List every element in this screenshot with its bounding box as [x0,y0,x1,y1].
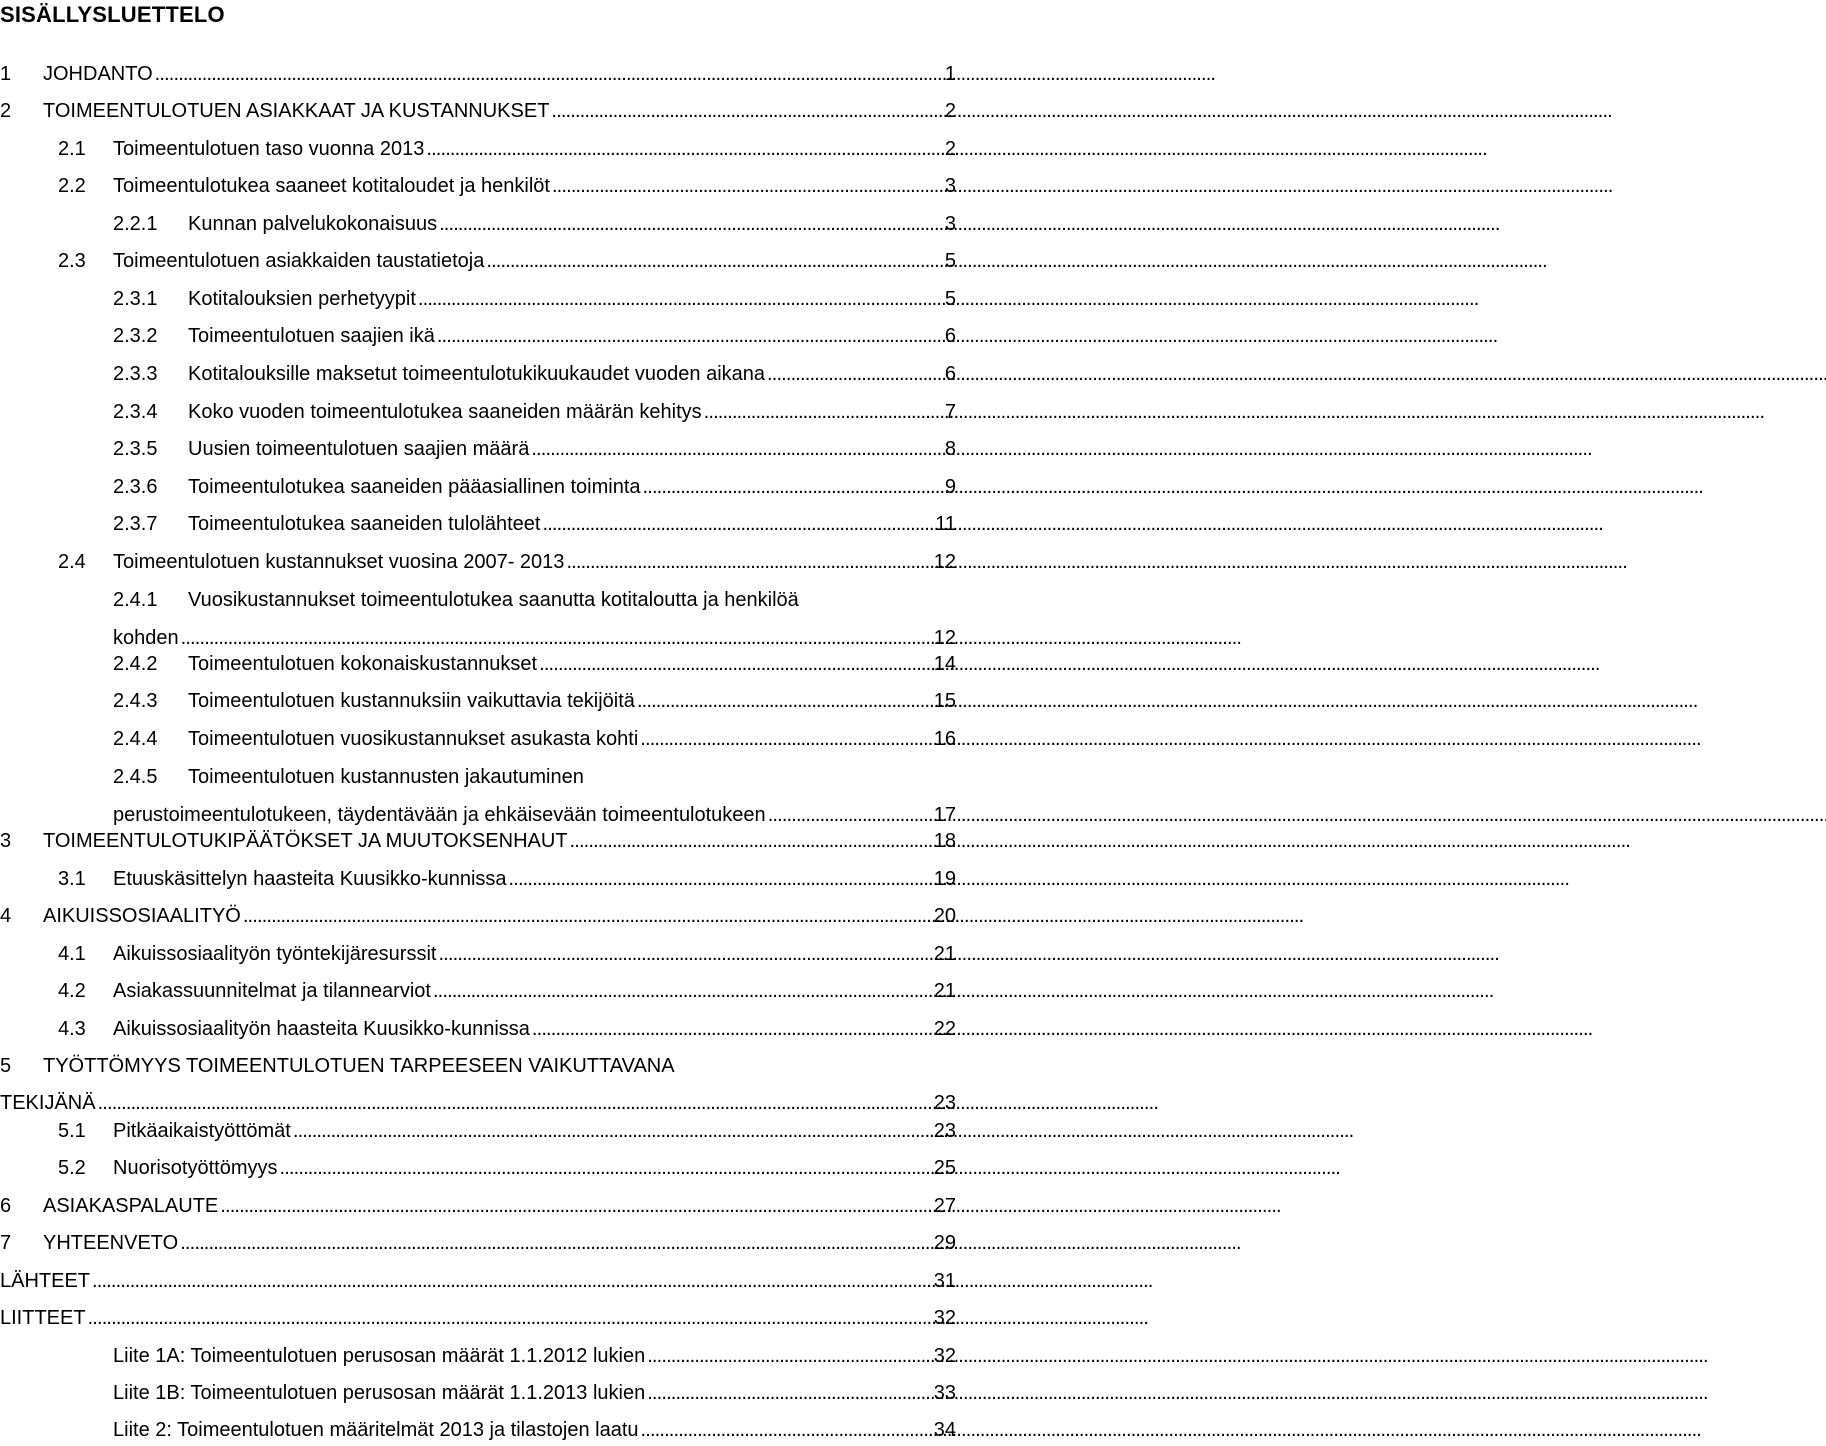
toc-page-number: 6 [944,363,956,385]
toc-entry-title: Toimeentulotukea saaneiden tulolähteet [188,513,541,535]
toc-entry-title-continued: kohden [113,627,179,649]
toc-dot-leader [155,62,943,86]
toc-entry-title: Vuosikustannukset toimeentulotukea saanutta kotitaloutta ja henkilöä [188,589,799,611]
toc-entry[interactable] [0,867,960,891]
toc-entry[interactable] [0,1269,960,1293]
toc-dot-leader [768,803,932,827]
toc-page-number: 9 [944,476,956,498]
toc-page-number: 22 [933,1018,956,1040]
toc-entry-title: Kotitalouksille maksetut toimeentulotukikuukaudet vuoden aikana [188,363,766,385]
toc-entry[interactable] [0,475,960,499]
toc-entry[interactable] [0,437,960,461]
toc-page-number: 12 [933,627,956,649]
toc-entry-number: 6 [0,1195,12,1217]
toc-entry[interactable] [0,1418,960,1442]
toc-entry-title: Asiakassuunnitelmat ja tilannearviot [113,980,431,1002]
toc-entry-title: Toimeentulotuen kustannuksiin vaikuttavia tekijöitä [188,690,635,712]
toc-entry-title: TOIMEENTULOTUKIPÄÄTÖKSET JA MUUTOKSENHAUT [43,830,568,852]
toc-page-number: 11 [935,513,956,535]
toc-entry[interactable] [0,1156,960,1180]
toc-dot-leader [570,829,932,853]
toc-dot-leader [88,1306,932,1330]
toc-entry[interactable] [0,249,960,273]
toc-entry-line [0,1156,960,1180]
toc-page-number: 21 [933,980,956,1002]
toc-page-number: 3 [944,175,956,197]
toc-dot-leader [551,99,942,123]
toc-dot-leader [552,174,943,198]
toc-entry-number: 5.2 [58,1157,86,1179]
toc-entry-line [0,1269,960,1293]
toc-entry-number: 2.4.2 [113,653,158,675]
toc-entry-line [0,1017,960,1041]
toc-dot-leader [92,1269,932,1293]
toc-page-number: 2 [944,138,956,160]
toc-page-number: 7 [944,401,956,423]
toc-entry-number: 4.1 [58,943,86,965]
toc-entry-number: 2 [0,100,12,122]
toc-entry-continuation-line [0,1091,960,1115]
toc-entry[interactable] [0,942,960,966]
toc-entry-title: Koko vuoden toimeentulotukea saaneiden määrän kehitys [188,401,702,423]
toc-entry-number: 2.3.5 [113,438,158,460]
toc-entry[interactable] [0,550,960,574]
toc-page-number: 19 [933,868,956,890]
toc-entry[interactable] [0,137,960,161]
toc-entry[interactable] [0,212,960,236]
toc-page-number: 15 [933,690,956,712]
toc-entry-number: 4.2 [58,980,86,1002]
toc-entry-line [0,1306,960,1330]
toc-entry-line [0,867,960,891]
toc-page-number: 18 [933,830,956,852]
toc-entry-title: Nuorisotyöttömyys [113,1157,278,1179]
toc-entry[interactable] [0,1344,960,1368]
toc-entry-title: Etuuskäsittelyn haasteita Kuusikko-kunnissa [113,868,507,890]
toc-entry-number: 2.2 [58,175,86,197]
toc-dot-leader [243,904,932,928]
toc-entry[interactable] [0,99,960,123]
toc-dot-leader [531,437,943,461]
toc-dot-leader [704,400,943,424]
toc-entry-title: Toimeentulotuen asiakkaiden taustatietoja [113,250,485,272]
toc-page-number: 33 [933,1382,956,1404]
toc-page-number: 34 [933,1419,956,1441]
toc-entry-title: Toimeentulotuen taso vuonna 2013 [113,138,425,160]
toc-entry-number: 1 [0,63,12,85]
toc-entry-title: JOHDANTO [43,63,153,85]
toc-entry[interactable] [0,287,960,311]
toc-entry-line [0,652,960,676]
toc-entry-line [0,689,960,713]
toc-entry-title: Liite 1A: Toimeentulotuen perusosan määrät 1.1.2012 lukien [113,1345,646,1367]
toc-entry-number: 5 [0,1055,12,1077]
toc-entry-line [0,1418,960,1442]
toc-page-number: 23 [933,1120,956,1142]
toc-entry-number: 4 [0,905,12,927]
toc-entry-title: LIITTEET [0,1307,86,1329]
toc-dot-leader [180,1231,932,1255]
toc-entry-title: Toimeentulotuen kustannukset vuosina 2007- 2013 [113,551,565,573]
toc-entry-line [0,249,960,273]
toc-entry[interactable] [0,829,960,853]
toc-entry-number: 5.1 [58,1120,86,1142]
toc-entry-title: AIKUISSOSIAALITYÖ [43,905,241,927]
toc-page-number: 12 [933,551,956,573]
toc-entry-line [0,362,960,386]
toc-entry-title: Toimeentulotukea saaneiden pääasiallinen toiminta [188,476,641,498]
toc-entry-line [0,475,960,499]
toc-entry-line [0,1344,960,1368]
toc-entry[interactable] [0,62,960,86]
toc-dot-leader [509,867,932,891]
toc-entry-line [0,829,960,853]
toc-entry-number: 2.3.1 [113,288,158,310]
toc-entry-line [0,400,960,424]
toc-entry[interactable] [0,979,960,1003]
toc-entry-title-continued: TEKIJÄNÄ [0,1092,96,1114]
toc-entry-title: Toimeentulotuen saajien ikä [188,325,435,347]
toc-entry-number: 2.3.2 [113,325,158,347]
toc-page-number: 20 [933,905,956,927]
toc-page-number: 2 [944,100,956,122]
toc-entry-line [0,979,960,1003]
toc-entry-number: 2.3 [58,250,86,272]
toc-entry-number: 2.3.4 [113,401,158,423]
toc-entry-title: Toimeentulotuen kustannusten jakautuminen [188,766,584,788]
toc-dot-leader [418,287,943,311]
toc-entry[interactable] [0,324,960,348]
toc-entry-number: 3 [0,830,12,852]
toc-dot-leader [438,942,931,966]
toc-entry[interactable] [0,1017,960,1041]
toc-page-number: 21 [933,943,956,965]
toc-dot-leader [539,652,932,676]
toc-entry-title: LÄHTEET [0,1270,91,1292]
toc-dot-leader [637,689,932,713]
toc-entry-line [0,62,960,86]
toc-entry-number: 2.3.7 [113,513,158,535]
toc-entry-title: TYÖTTÖMYYS TOIMEENTULOTUEN TARPEESEEN VAIKUTTAVANA [43,1055,675,1077]
toc-entry-continuation-line [0,803,960,827]
toc-entry-number: 4.3 [58,1018,86,1040]
toc-dot-leader [181,626,932,650]
toc-page-number: 16 [933,728,956,750]
toc-page-number: 6 [944,325,956,347]
toc-entry-line [0,1231,960,1255]
toc-entry-line [0,212,960,236]
toc-entry-title: ASIAKASPALAUTE [43,1195,219,1217]
toc-entry[interactable] [0,174,960,198]
toc-title: SISÄLLYSLUETTELO [0,2,225,27]
toc-entry[interactable] [0,1054,960,1115]
toc-entry-number: 3.1 [58,868,86,890]
toc-entry-number: 2.2.1 [113,213,158,235]
toc-dot-leader [647,1344,932,1368]
toc-entry-line [0,437,960,461]
toc-dot-leader [437,324,943,348]
toc-page-number: 32 [933,1345,956,1367]
toc-entry-line [0,512,960,536]
toc-entry-continuation-line [0,626,960,650]
toc-entry-title: Toimeentulotukea saaneet kotitaloudet ja henkilöt [113,175,550,197]
toc-dot-leader [542,512,933,536]
toc-dot-leader [426,137,943,161]
toc-entry-line [0,727,960,751]
toc-entry-title: Liite 1B: Toimeentulotuen perusosan määrät 1.1.2013 lukien [113,1382,646,1404]
toc-entry-number: 2.3.3 [113,363,158,385]
toc-entry-line [0,588,960,612]
toc-entry-number: 2.1 [58,138,86,160]
toc-dot-leader [220,1194,931,1218]
toc-page-number: 27 [933,1195,956,1217]
toc-page-number: 5 [944,288,956,310]
toc-entry-line [0,765,960,789]
toc-entry[interactable] [0,1119,960,1143]
toc-dot-leader [486,249,943,273]
toc-entry-line [0,550,960,574]
toc-entry-title-continued: perustoimeentulotukeen, täydentävään ja ehkäisevään toimeentulotukeen [113,804,766,826]
toc-dot-leader [433,979,932,1003]
toc-dot-leader [98,1091,932,1115]
toc-page-number: 14 [933,653,956,675]
toc-entry-title: YHTEENVETO [43,1232,179,1254]
toc-entry-number: 2.4.3 [113,690,158,712]
toc-entry-number: 2.4.5 [113,766,158,788]
toc-entry-line [0,137,960,161]
toc-entry[interactable] [0,904,960,928]
toc-page-number: 8 [944,438,956,460]
toc-entry-title: TOIMEENTULOTUEN ASIAKKAAT JA KUSTANNUKSET [43,100,550,122]
toc-entry-line [0,324,960,348]
toc-entry-title: Aikuissosiaalityön työntekijäresurssit [113,943,437,965]
toc-entry-title: Toimeentulotuen kokonaiskustannukset [188,653,538,675]
toc-entry-line [0,1194,960,1218]
toc-dot-leader [643,475,943,499]
toc-entry-title: Uusien toimeentulotuen saajien määrä [188,438,530,460]
toc-entry-number: 2.4.4 [113,728,158,750]
toc-dot-leader [293,1119,932,1143]
toc-entry-title: Liite 2: Toimeentulotuen määritelmät 2013 ja tilastojen laatu [113,1419,639,1441]
toc-entry[interactable] [0,400,960,424]
toc-entry-title: Toimeentulotuen vuosikustannukset asukasta kohti [188,728,639,750]
toc-entry[interactable] [0,652,960,676]
toc-page-number: 3 [944,213,956,235]
toc-entry-number: 7 [0,1232,12,1254]
toc-entry[interactable] [0,512,960,536]
toc-entry-line [0,99,960,123]
toc-dot-leader [647,1381,932,1405]
toc-entry-line [0,1119,960,1143]
toc-dot-leader [439,212,943,236]
toc-entry[interactable] [0,765,960,827]
toc-entry[interactable] [0,1306,960,1330]
toc-entry-number: 2.4 [58,551,86,573]
toc-entry[interactable] [0,689,960,713]
toc-page-number: 25 [933,1157,956,1179]
toc-entry-line [0,287,960,311]
toc-entry[interactable] [0,1231,960,1255]
toc-entry-line [0,942,960,966]
toc-dot-leader [641,1418,932,1442]
toc-entry[interactable] [0,1194,960,1218]
toc-entry-title: Aikuissosiaalityön haasteita Kuusikko-kunnissa [113,1018,530,1040]
toc-entry[interactable] [0,1381,960,1405]
toc-dot-leader [640,727,931,751]
toc-entry[interactable] [0,588,960,650]
toc-page-number: 31 [933,1270,956,1292]
toc-dot-leader [532,1017,932,1041]
toc-page-number: 29 [933,1232,956,1254]
toc-dot-leader [566,550,931,574]
toc-entry-number: 2.3.6 [113,476,158,498]
toc-page-number: 5 [944,250,956,272]
toc-entry-line [0,904,960,928]
toc-entry-line [0,1054,960,1078]
toc-entry-title: Pitkäaikaistyöttömät [113,1120,291,1142]
toc-dot-leader [767,362,943,386]
toc-page-number: 1 [944,63,956,85]
toc-dot-leader [280,1156,932,1180]
toc-entry[interactable] [0,362,960,386]
toc-entry[interactable] [0,727,960,751]
toc-page-number: 17 [933,804,956,826]
toc-page-number: 23 [933,1092,956,1114]
toc-entry-title: Kotitalouksien perhetyypit [188,288,416,310]
toc-entry-title: Kunnan palvelukokonaisuus [188,213,438,235]
toc-entry-line [0,1381,960,1405]
toc-page-number: 32 [933,1307,956,1329]
toc-entry-number: 2.4.1 [113,589,158,611]
toc-entry-line [0,174,960,198]
